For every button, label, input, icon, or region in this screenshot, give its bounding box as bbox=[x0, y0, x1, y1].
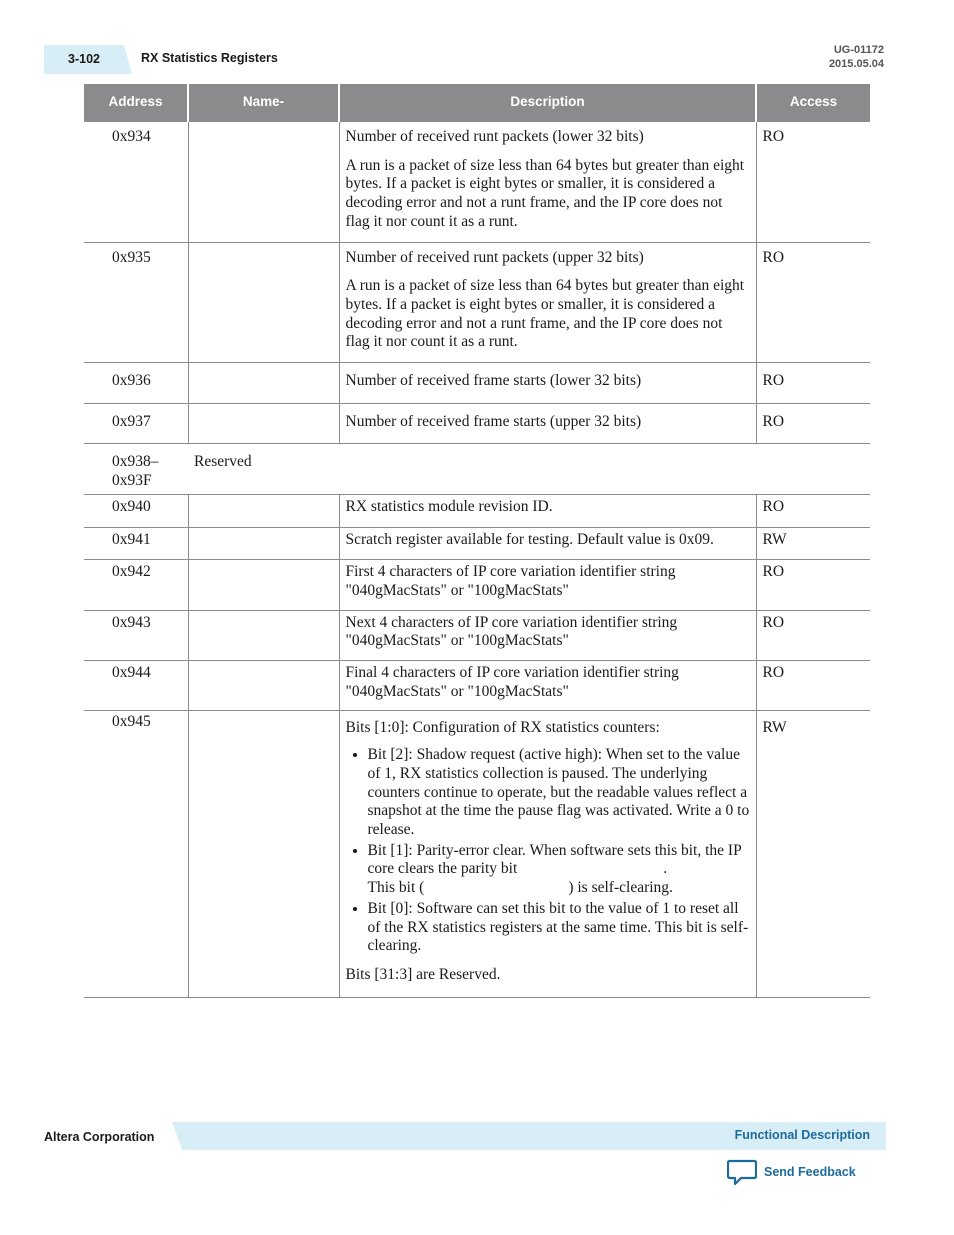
access-cell: RO bbox=[756, 661, 870, 711]
table-row bbox=[84, 363, 870, 404]
description-text: A run is a packet of size less than 64 bytes but greater than eight bytes. If a packet is eight bytes or smaller, it is considered a decoding error and not a runt frame, and the IP core does not flag it nor count it as a runt. bbox=[345, 156, 745, 230]
bit-list bbox=[346, 746, 752, 956]
table-row bbox=[84, 560, 870, 610]
description-text: Number of received frame starts (lower 32 bits) bbox=[345, 372, 642, 390]
doc-id: UG-01172 bbox=[833, 44, 884, 56]
name-cell bbox=[188, 363, 339, 404]
name-cell bbox=[188, 122, 339, 243]
description-cell bbox=[339, 122, 756, 243]
section-title: RX Statistics Registers bbox=[141, 51, 278, 65]
send-feedback-label: Send Feedback bbox=[764, 1165, 856, 1179]
description-cell bbox=[339, 527, 756, 560]
address-cell: 0x936 bbox=[84, 363, 188, 404]
address-cell: 0x935 bbox=[84, 242, 188, 363]
table-row bbox=[84, 403, 870, 444]
address-cell: 0x943 bbox=[84, 610, 188, 660]
functional-description-link[interactable]: Functional Description bbox=[734, 1128, 870, 1142]
address-cell: 0x937 bbox=[84, 403, 188, 444]
access-cell: RO bbox=[756, 403, 870, 444]
access-cell: RO bbox=[756, 560, 870, 610]
table-row bbox=[84, 122, 870, 243]
description-cell bbox=[339, 560, 756, 610]
speech-bubble-icon bbox=[727, 1158, 757, 1186]
description-text: Number of received frame starts (upper 32 bits) bbox=[345, 412, 642, 430]
address-cell: 0x944 bbox=[84, 661, 188, 711]
col-description: Description bbox=[339, 84, 756, 122]
register-table bbox=[84, 84, 870, 998]
access-cell: RO bbox=[756, 494, 870, 527]
table-row bbox=[84, 494, 870, 527]
name-cell bbox=[188, 527, 339, 560]
table-row bbox=[84, 242, 870, 363]
company-name: Altera Corporation bbox=[44, 1130, 155, 1144]
name-cell bbox=[188, 403, 339, 444]
address-cell: 0x940 bbox=[84, 494, 188, 527]
description-text: Bits [31:3] are Reserved. bbox=[345, 965, 501, 983]
description-cell bbox=[339, 363, 756, 404]
col-name: Name- bbox=[188, 84, 339, 122]
name-cell bbox=[188, 711, 339, 997]
table-row bbox=[84, 711, 870, 997]
table-header-row bbox=[84, 84, 870, 122]
send-feedback-link[interactable] bbox=[727, 1158, 856, 1186]
table-row-reserved bbox=[84, 444, 870, 494]
col-address: Address bbox=[84, 84, 188, 122]
address-cell: 0x934 bbox=[84, 122, 188, 243]
table-row bbox=[84, 527, 870, 560]
doc-date: 2015.05.04 bbox=[828, 58, 884, 70]
list-item: • Bit [0]: Software can set this bit to the value of 1 to reset all of the RX statistics registers at the same time. This bit is self-clearing. bbox=[368, 900, 752, 956]
description-cell bbox=[339, 403, 756, 444]
address-cell: 0x945 bbox=[84, 711, 188, 997]
description-text: Number of received runt packets (upper 32 bits) bbox=[345, 248, 644, 266]
access-cell: RO bbox=[756, 610, 870, 660]
access-cell: RO bbox=[756, 122, 870, 243]
col-access: Access bbox=[756, 84, 870, 122]
description-text: Next 4 characters of IP core variation identifier string "040gMacStats" or "100gMacStats" bbox=[345, 613, 678, 650]
description-cell bbox=[339, 661, 756, 711]
description-cell bbox=[339, 610, 756, 660]
table-row bbox=[84, 610, 870, 660]
description-text: Scratch register available for testing. Default value is 0x09. bbox=[345, 530, 714, 548]
bullet-text: ) is self-clearing. bbox=[568, 879, 673, 897]
list-item bbox=[368, 842, 752, 898]
name-cell bbox=[188, 494, 339, 527]
description-cell bbox=[339, 242, 756, 363]
description-text: A run is a packet of size less than 64 bytes but greater than eight bytes. If a packet is eight bytes or smaller, it is considered a decoding error and not a runt frame, and the IP core does not flag it nor count it as a runt. bbox=[345, 277, 745, 351]
description-cell bbox=[339, 494, 756, 527]
address-cell bbox=[84, 444, 188, 494]
address-range-start: 0x938– bbox=[112, 453, 159, 471]
description-text: First 4 characters of IP core variation identifier string "040gMacStats" or "100gMacStats" bbox=[345, 563, 676, 599]
bullet-text-end: . bbox=[663, 860, 668, 878]
access-cell: RO bbox=[756, 363, 870, 404]
access-cell: RO bbox=[756, 242, 870, 363]
list-item: • Bit [2]: Shadow request (active high): When set to the value of 1, RX statistics collection is paused. The underlying counters continue to operate, but the readable values reflect a snapshot at the time the pause flag was activated. Write a 0 to release. bbox=[368, 746, 752, 840]
description-text: RX statistics module revision ID. bbox=[345, 497, 553, 515]
name-cell bbox=[188, 242, 339, 363]
name-cell bbox=[188, 661, 339, 711]
address-range-end: 0x93F bbox=[112, 472, 152, 490]
name-cell bbox=[188, 560, 339, 610]
description-text: Bits [1:0]: Configuration of RX statistics counters: bbox=[345, 719, 660, 737]
bullet-text: This bit ( bbox=[367, 879, 425, 897]
address-cell: 0x941 bbox=[84, 527, 188, 560]
description-cell bbox=[339, 711, 756, 997]
access-cell: RW bbox=[756, 711, 870, 997]
description-text: Final 4 characters of IP core variation identifier string "040gMacStats" or "100gMacStats" bbox=[345, 664, 679, 700]
address-cell: 0x942 bbox=[84, 560, 188, 610]
page-number: 3-102 bbox=[68, 52, 100, 66]
name-cell bbox=[188, 610, 339, 660]
table-row bbox=[84, 661, 870, 711]
bullet-text: Bit [1]: Parity-error clear. When software sets this bit, the IP core clears the parity bit bbox=[367, 841, 742, 878]
reserved-cell: Reserved bbox=[188, 444, 870, 494]
doc-info bbox=[829, 43, 884, 71]
description-text: Number of received runt packets (lower 32 bits) bbox=[345, 128, 644, 145]
access-cell: RW bbox=[756, 527, 870, 560]
